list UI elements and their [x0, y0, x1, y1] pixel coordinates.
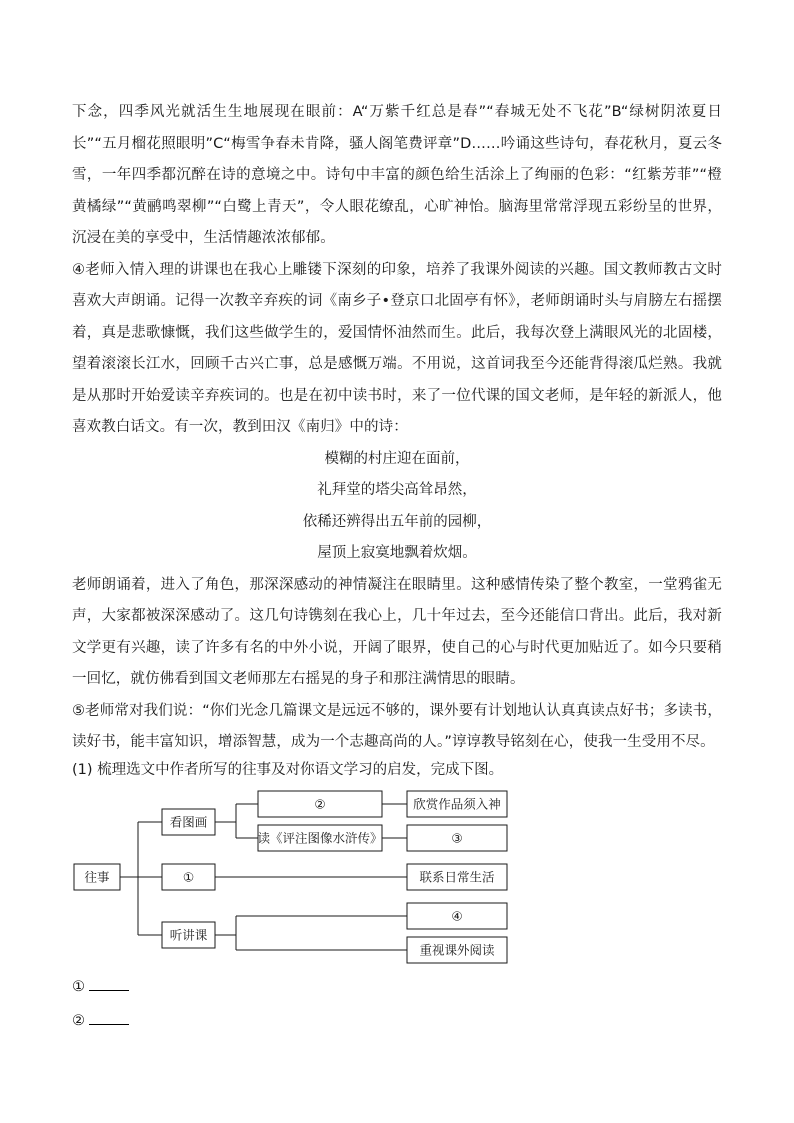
paragraph-5: ⑤老师常对我们说：“你们光念几篇课文是远远不够的，课外要有计划地认认真真读点好书；多读书，读好书，能丰富知识，增添智慧，成为一个志趣高尚的人。”谆谆教导铭刻在心，使我一生受用不尽。 [72, 702, 722, 750]
poem-line: 礼拜堂的塔尖高耸昂然， [317, 482, 477, 498]
answer-blank-2[interactable] [89, 1010, 129, 1025]
poem-line: 依稀还辨得出五年前的园柳， [302, 513, 492, 530]
answer-label-1: ① [72, 979, 85, 995]
poem-line: 屋顶上寂寞地飘着炊烟。 [317, 545, 477, 561]
answer-blank-1[interactable] [89, 976, 129, 991]
paragraph-seasons: 下念，四季风光就活生生地展现在眼前：A“万紫千红总是春”“春城无处不飞花”B“绿树阴浓夏日长”“五月榴花照眼明”C“梅雪争春未肯降，骚人阁笔费评章”D……吟诵这些诗句，春花秋月，夏云冬雪，一年四季都沉醉在诗的意境之中。诗句中丰富的颜色给生活涂上了绚丽的色彩：“红紫芳菲”“橙黄橘绿”“黄鹂鸣翠柳”“白鹭上青天”，令人眼花缭乱，心旷神怡。脑海里常常浮现五彩纷呈的世界，沉浸在美的享受中，生活情趣浓浓郁郁。 [72, 104, 722, 246]
label-du-shuihu: 读《评注图像水浒传》 [257, 830, 383, 846]
paragraph-teacher-reading: 老师朗诵着，进入了角色，那深深感动的神情凝注在眼睛里。这种感情传染了整个教室，一堂鸦雀无声，大家都被深深感动了。这几句诗镌刻在我心上，几十年过去，至今还能信口背出。此后，我对新文学更有兴趣，读了许多有名的中外小说，开阔了眼界，使自己的心与时代更加贴近了。如今只要稍一回忆，就仿佛看到国文老师那左右摇晃的身子和那注满情思的眼睛。 [72, 576, 722, 687]
label-root: 往事 [84, 869, 110, 885]
label-tingjiangke: 听讲课 [169, 927, 208, 943]
answer-line-1 [72, 976, 129, 997]
answer-label-2: ② [72, 1013, 85, 1029]
poem-nangui [72, 444, 722, 570]
paragraph-4: ④老师入情入理的讲课也在我心上雕镂下深刻的印象，培养了我课外阅读的兴趣。国文教师教古文时喜欢大声朗诵。记得一次教辛弃疾的词《南乡子•登京口北固亭有怀》，老师朗诵时头与肩膀左右摇摆着，真是悲歌慷慨，我们这些做学生的，爱国情怀油然而生。此后，我每次登上满眼风光的北固楼，望着滚滚长江水，回顾千古兴亡事，总是感慨万端。不用说，这首词我至今还能背得滚瓜烂熟。我就是从那时开始爱读辛弃疾词的。也是在初中读书时，来了一位代课的国文老师，是年轻的新派人，他喜欢教白话文。有一次，教到田汉《南归》中的诗： [72, 261, 722, 435]
label-blank-3: ③ [451, 830, 463, 846]
label-blank-2: ② [314, 796, 326, 812]
label-blank-4: ④ [451, 908, 463, 924]
mindmap-diagram [72, 790, 512, 970]
answer-line-2 [72, 1010, 129, 1031]
label-blank-1: ① [182, 869, 195, 885]
poem-line: 模糊的村庄迎在面前， [324, 450, 470, 467]
label-xinshang: 欣赏作品须入神 [413, 796, 501, 812]
question-1: (1) 梳理选文中作者所写的往事及对你语文学习的启发，完成下图。 [72, 762, 504, 778]
label-zhongshi: 重视课外阅读 [419, 942, 495, 958]
label-lianxi: 联系日常生活 [419, 869, 495, 885]
label-kantuhua: 看图画 [169, 814, 208, 830]
